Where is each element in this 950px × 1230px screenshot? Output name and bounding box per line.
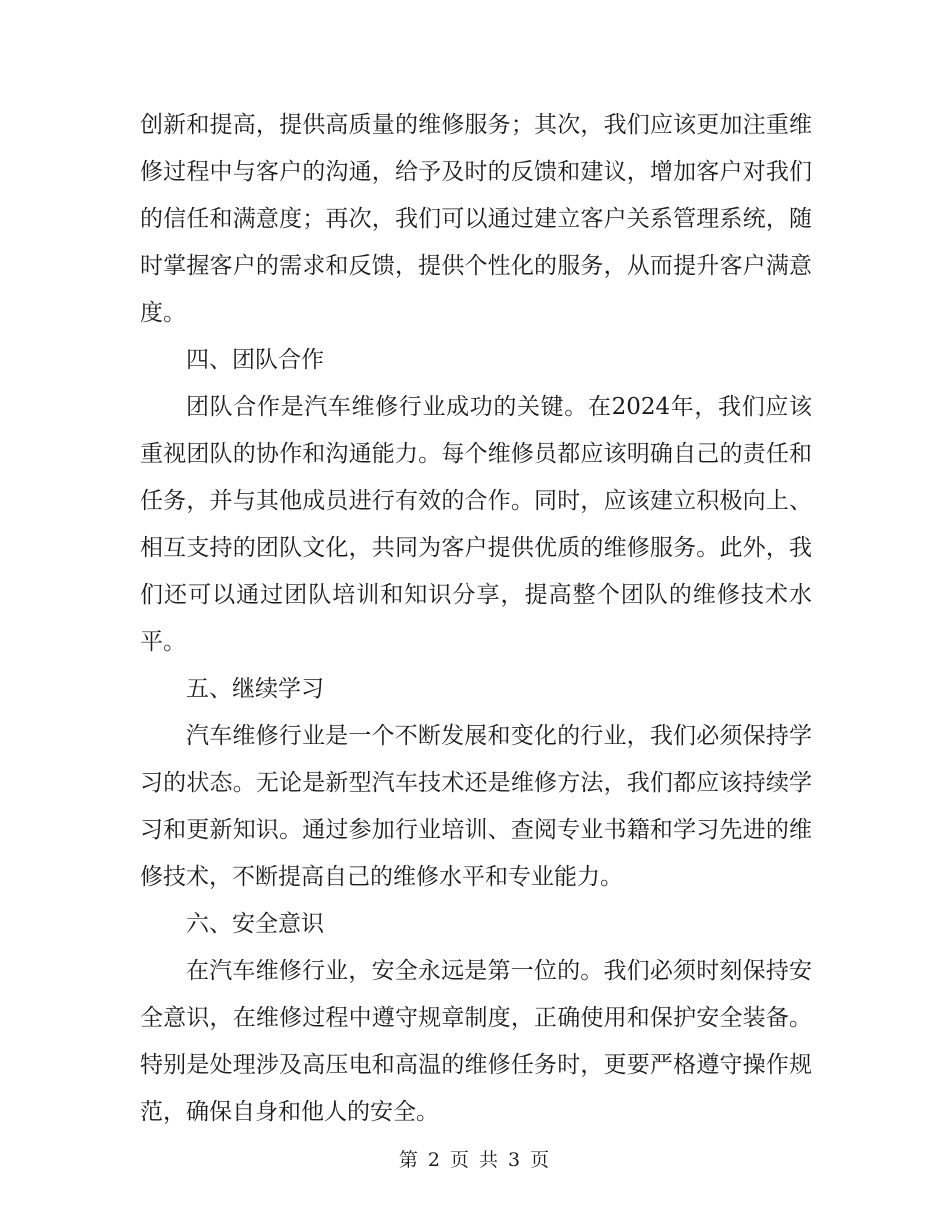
paragraph-safety: 在汽车维修行业，安全永远是第一位的。我们必须时刻保持安全意识，在维修过程中遵守规章制度，正确使用和保护安全装备。特别是处理涉及高压电和高温的维修任务时，更要严格遵守操作规范，确保自身和他人的安全。 xyxy=(140,958,812,1125)
section-heading-safety: 六、安全意识 xyxy=(186,911,324,937)
section-heading-continued-learning: 五、继续学习 xyxy=(186,676,324,702)
page-number-footer: 第 2 页 共 3 页 xyxy=(398,1149,552,1171)
paragraph-continued-learning: 汽车维修行业是一个不断发展和变化的行业，我们必须保持学习的状态。无论是新型汽车技术还是维修方法，我们都应该持续学习和更新知识。通过参加行业培训、查阅专业书籍和学习先进的维修技术，不断提高自己的维修水平和专业能力。 xyxy=(140,723,812,890)
document-body xyxy=(140,102,812,1136)
section-heading-teamwork: 四、团队合作 xyxy=(186,347,324,373)
paragraph-teamwork: 团队合作是汽车维修行业成功的关键。在2024年，我们应该重视团队的协作和沟通能力。每个维修员都应该明确自己的责任和任务，并与其他成员进行有效的合作。同时，应该建立积极向上、相互支持的团队文化，共同为客户提供优质的维修服务。此外，我们还可以通过团队培训和知识分享，提高整个团队的维修技术水平。 xyxy=(140,394,812,655)
paragraph-continuation: 创新和提高，提供高质量的维修服务；其次，我们应该更加注重维修过程中与客户的沟通，给予及时的反馈和建议，增加客户对我们的信任和满意度；再次，我们可以通过建立客户关系管理系统，随时掌握客户的需求和反馈，提供个性化的服务，从而提升客户满意度。 xyxy=(140,112,812,326)
